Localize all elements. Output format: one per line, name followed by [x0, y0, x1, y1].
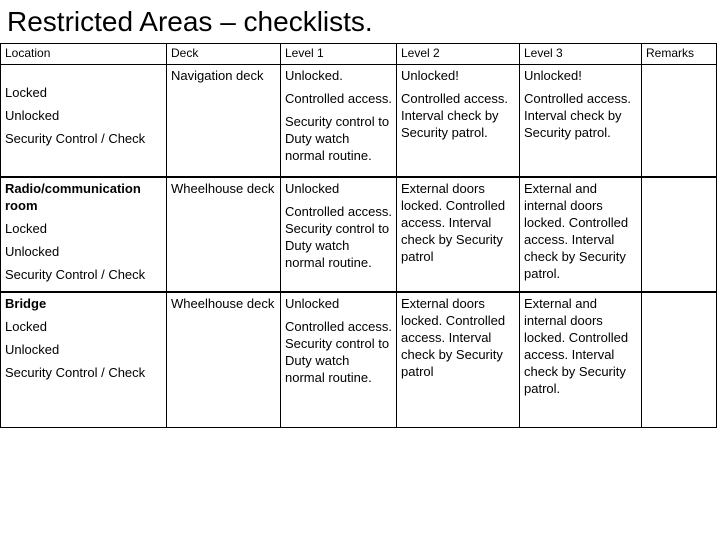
location-name: Radio/communication room	[5, 181, 141, 213]
section-row	[1, 65, 717, 178]
location-cell	[1, 292, 167, 428]
level-1-cell	[281, 292, 397, 428]
level-3-cell	[520, 292, 642, 428]
header-location: Location	[1, 44, 167, 65]
deck-cell: Wheelhouse deck	[167, 177, 281, 292]
level-3-cell	[520, 177, 642, 292]
level-2-entry: External doors locked. Controlled access. Interval check by Security patrol	[401, 181, 506, 264]
location-item-security: Security Control / Check	[5, 131, 146, 146]
level-1-entry: Controlled access. Security control to Duty watch normal routine.	[285, 319, 392, 385]
header-deck: Deck	[167, 44, 281, 65]
header-level-2: Level 2	[397, 44, 520, 65]
header-level-3: Level 3	[520, 44, 642, 65]
level-1-cell	[281, 65, 397, 178]
location-item-security: Security Control / Check	[5, 267, 146, 282]
checklist-table	[0, 43, 717, 428]
header-remarks: Remarks	[642, 44, 717, 65]
deck-cell: Wheelhouse deck	[167, 292, 281, 428]
deck-cell: Navigation deck	[167, 65, 281, 178]
level-2-entry: External doors locked. Controlled access. Interval check by Security patrol	[401, 296, 506, 379]
level-1-entry: Unlocked	[285, 296, 340, 311]
location-item-unlocked: Unlocked	[5, 108, 60, 123]
page-title: Restricted Areas – checklists.	[7, 6, 373, 37]
header-row	[1, 44, 717, 65]
level-2-cell	[397, 65, 520, 178]
level-3-cell	[520, 65, 642, 178]
location-item-locked: Locked	[5, 85, 47, 100]
level-2-entry: Unlocked!	[401, 68, 459, 83]
header-level-1: Level 1	[281, 44, 397, 65]
location-item-locked: Locked	[5, 221, 47, 236]
level-2-cell	[397, 292, 520, 428]
location-cell	[1, 65, 167, 178]
section-row	[1, 177, 717, 292]
level-1-cell	[281, 177, 397, 292]
location-cell	[1, 177, 167, 292]
level-2-cell	[397, 177, 520, 292]
level-1-entry: Controlled access. Security control to Duty watch normal routine.	[285, 204, 392, 270]
location-item-security: Security Control / Check	[5, 365, 146, 380]
remarks-cell	[642, 177, 717, 292]
remarks-cell	[642, 65, 717, 178]
location-item-unlocked: Unlocked	[5, 244, 60, 259]
remarks-cell	[642, 292, 717, 428]
location-name: Bridge	[5, 296, 47, 311]
level-2-entry: Controlled access. Interval check by Security patrol.	[401, 91, 508, 140]
level-3-entry: Unlocked!	[524, 68, 582, 83]
location-item-locked: Locked	[5, 319, 47, 334]
level-1-entry: Unlocked	[285, 181, 340, 196]
level-1-entry: Security control to Duty watch normal routine.	[285, 114, 390, 163]
level-3-entry: External and internal doors locked. Controlled access. Interval check by Security patrol.	[524, 296, 629, 396]
location-item-unlocked: Unlocked	[5, 342, 60, 357]
level-3-entry: External and internal doors locked. Controlled access. Interval check by Security patrol.	[524, 181, 629, 281]
level-1-entry: Controlled access.	[285, 91, 392, 106]
section-row	[1, 292, 717, 428]
level-3-entry: Controlled access. Interval check by Security patrol.	[524, 91, 631, 140]
level-1-entry: Unlocked.	[285, 68, 343, 83]
